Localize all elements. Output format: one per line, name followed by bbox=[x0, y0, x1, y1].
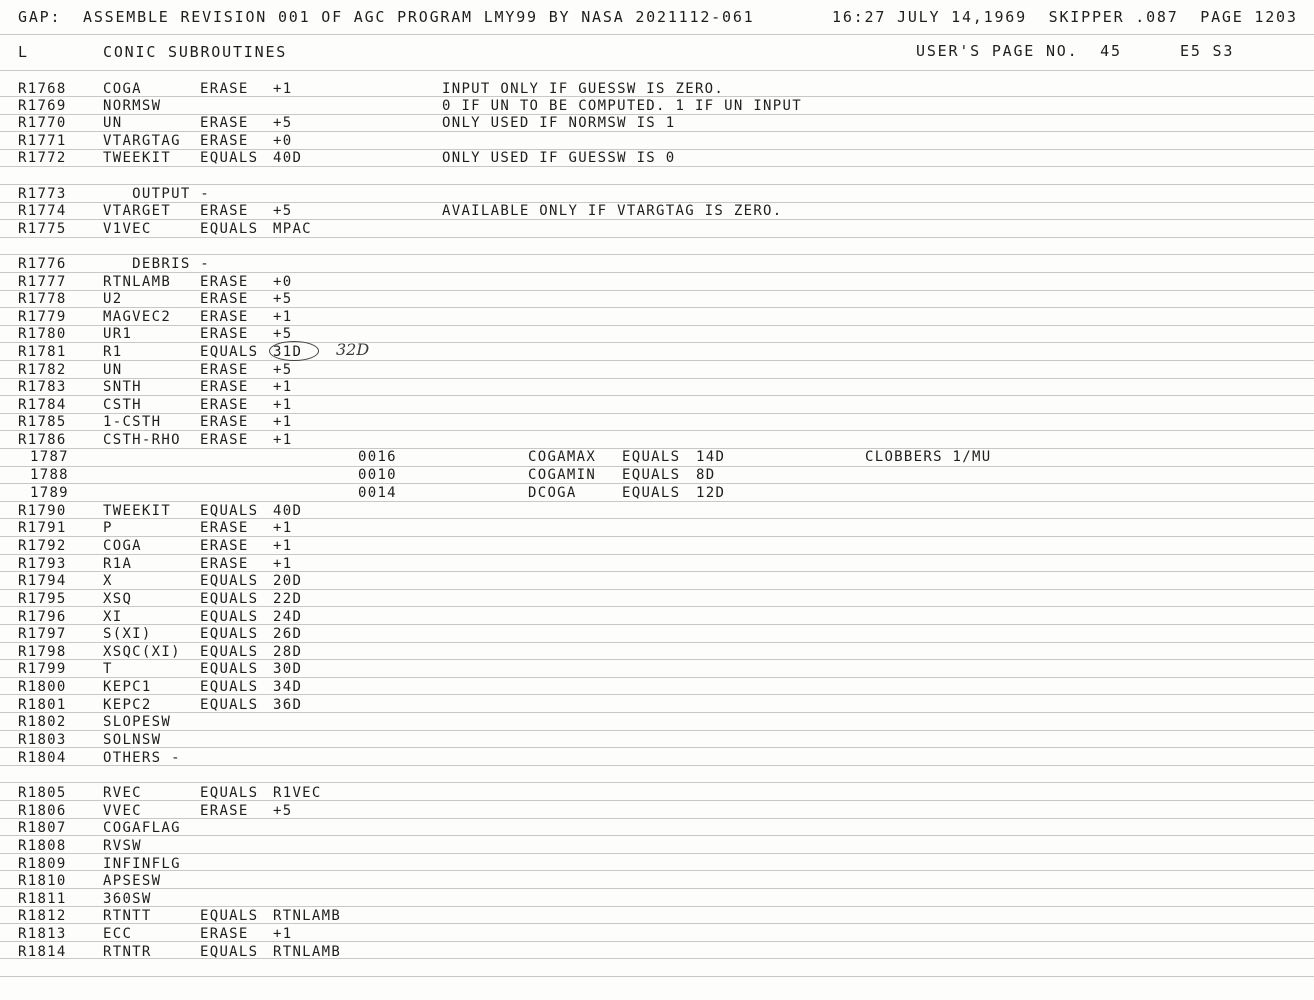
line-operand: 26D bbox=[273, 626, 303, 642]
line-number: R1781 bbox=[18, 344, 67, 360]
line-label: COGA bbox=[103, 81, 142, 97]
line-operand: R1VEC bbox=[273, 785, 322, 801]
line-number: R1783 bbox=[18, 379, 67, 395]
ruled-line bbox=[0, 237, 1314, 238]
line-number: R1798 bbox=[18, 644, 67, 660]
line-number: R1770 bbox=[18, 115, 67, 131]
line-number: R1805 bbox=[18, 785, 67, 801]
line-opcode: EQUALS bbox=[200, 944, 259, 960]
line-number: R1786 bbox=[18, 432, 67, 448]
line-label: UN bbox=[103, 115, 123, 131]
line-opcode: ERASE bbox=[200, 432, 249, 448]
ruled-line bbox=[0, 325, 1314, 326]
line-operand: +0 bbox=[273, 133, 293, 149]
section-codes: E5 S3 bbox=[1180, 42, 1235, 60]
line-number: 1788 bbox=[30, 467, 69, 483]
ruled-line bbox=[0, 800, 1314, 801]
line-operand: +1 bbox=[273, 432, 293, 448]
ruled-line bbox=[0, 34, 1314, 35]
line-opcode: ERASE bbox=[200, 362, 249, 378]
line-symbol: COGAMIN bbox=[528, 467, 597, 483]
line-number: R1812 bbox=[18, 908, 67, 924]
ruled-line bbox=[0, 694, 1314, 695]
line-opcode: EQUALS bbox=[200, 150, 259, 166]
line-operand: MPAC bbox=[273, 221, 312, 237]
ruled-line bbox=[0, 254, 1314, 255]
line-label: INFINFLG bbox=[103, 856, 181, 872]
line-comment: ONLY USED IF NORMSW IS 1 bbox=[442, 115, 676, 131]
line-operand: +1 bbox=[273, 397, 293, 413]
section-title: CONIC SUBROUTINES bbox=[103, 43, 288, 61]
line-number: R1771 bbox=[18, 133, 67, 149]
line-label: APSESW bbox=[103, 873, 162, 889]
line-operand: +0 bbox=[273, 274, 293, 290]
line-number: R1811 bbox=[18, 891, 67, 907]
ruled-line bbox=[0, 483, 1314, 484]
line-number: R1791 bbox=[18, 520, 67, 536]
line-opcode: EQUALS bbox=[200, 679, 259, 695]
handwritten-correction: 32D bbox=[336, 340, 370, 359]
line-label: XI bbox=[103, 609, 123, 625]
ruled-line bbox=[0, 906, 1314, 907]
line-address: 0014 bbox=[358, 485, 397, 501]
line-number: R1792 bbox=[18, 538, 67, 554]
ruled-line bbox=[0, 923, 1314, 924]
line-label: SLOPESW bbox=[103, 714, 172, 730]
line-operand: +5 bbox=[273, 203, 293, 219]
line-number: R1796 bbox=[18, 609, 67, 625]
line-opcode: ERASE bbox=[200, 414, 249, 430]
line-operand: +1 bbox=[273, 379, 293, 395]
line-opcode: ERASE bbox=[200, 203, 249, 219]
line-comment: 0 IF UN TO BE COMPUTED. 1 IF UN INPUT bbox=[442, 98, 802, 114]
line-symbol-opcode: EQUALS bbox=[622, 485, 681, 501]
line-label: MAGVEC2 bbox=[103, 309, 172, 325]
line-symbol-value: 14D bbox=[696, 449, 726, 465]
line-label: ECC bbox=[103, 926, 133, 942]
line-operand: 24D bbox=[273, 609, 303, 625]
line-label: P bbox=[103, 520, 113, 536]
line-operand: +5 bbox=[273, 115, 293, 131]
ruled-line bbox=[0, 606, 1314, 607]
line-number: R1799 bbox=[18, 661, 67, 677]
line-operand: +1 bbox=[273, 81, 293, 97]
line-opcode: ERASE bbox=[200, 309, 249, 325]
ruled-line bbox=[0, 360, 1314, 361]
line-opcode: ERASE bbox=[200, 556, 249, 572]
ruled-line bbox=[0, 958, 1314, 959]
line-label: R1 bbox=[103, 344, 123, 360]
line-comment: INPUT ONLY IF GUESSW IS ZERO. bbox=[442, 81, 725, 97]
line-opcode: EQUALS bbox=[200, 626, 259, 642]
line-address: 0010 bbox=[358, 467, 397, 483]
line-operand: 22D bbox=[273, 591, 303, 607]
line-number: R1777 bbox=[18, 274, 67, 290]
line-number: R1802 bbox=[18, 714, 67, 730]
ruled-line bbox=[0, 307, 1314, 308]
line-number: R1778 bbox=[18, 291, 67, 307]
ruled-line bbox=[0, 941, 1314, 942]
line-opcode: EQUALS bbox=[200, 661, 259, 677]
line-label: VTARGET bbox=[103, 203, 172, 219]
line-number: R1795 bbox=[18, 591, 67, 607]
line-opcode: EQUALS bbox=[200, 609, 259, 625]
line-operand: 40D bbox=[273, 503, 303, 519]
ruled-line bbox=[0, 166, 1314, 167]
line-number: R1806 bbox=[18, 803, 67, 819]
line-operand: RTNLAMB bbox=[273, 944, 342, 960]
line-opcode: ERASE bbox=[200, 520, 249, 536]
line-label: V1VEC bbox=[103, 221, 152, 237]
line-comment: ONLY USED IF GUESSW IS 0 bbox=[442, 150, 676, 166]
line-opcode: ERASE bbox=[200, 326, 249, 342]
line-number: 1787 bbox=[30, 449, 69, 465]
line-opcode: ERASE bbox=[200, 803, 249, 819]
line-operand: +1 bbox=[273, 556, 293, 572]
line-number: R1775 bbox=[18, 221, 67, 237]
line-number: R1807 bbox=[18, 820, 67, 836]
ruled-line bbox=[0, 272, 1314, 273]
line-number: R1773 bbox=[18, 186, 67, 202]
line-number: R1809 bbox=[18, 856, 67, 872]
ruled-line bbox=[0, 659, 1314, 660]
ruled-line bbox=[0, 642, 1314, 643]
line-opcode: ERASE bbox=[200, 274, 249, 290]
line-label: XSQC(XI) bbox=[103, 644, 181, 660]
line-number: R1785 bbox=[18, 414, 67, 430]
line-symbol: COGAMAX bbox=[528, 449, 597, 465]
ruled-line bbox=[0, 378, 1314, 379]
line-operand: +5 bbox=[273, 362, 293, 378]
ruled-line bbox=[0, 782, 1314, 783]
ruled-line bbox=[0, 536, 1314, 537]
line-opcode: EQUALS bbox=[200, 697, 259, 713]
line-label: CSTH bbox=[103, 397, 142, 413]
line-note: CLOBBERS 1/MU bbox=[865, 449, 992, 465]
line-operand: 20D bbox=[273, 573, 303, 589]
ruled-line bbox=[0, 219, 1314, 220]
line-opcode: EQUALS bbox=[200, 644, 259, 660]
ruled-line bbox=[0, 818, 1314, 819]
line-label: DEBRIS - bbox=[103, 256, 211, 272]
pen-circle-mark bbox=[269, 341, 319, 361]
line-number: R1804 bbox=[18, 750, 67, 766]
line-symbol-opcode: EQUALS bbox=[622, 449, 681, 465]
line-opcode: EQUALS bbox=[200, 503, 259, 519]
ruled-line bbox=[0, 342, 1314, 343]
line-number: R1810 bbox=[18, 873, 67, 889]
line-label: KEPC2 bbox=[103, 697, 152, 713]
line-label: T bbox=[103, 661, 113, 677]
line-label: SOLNSW bbox=[103, 732, 162, 748]
line-label: 360SW bbox=[103, 891, 152, 907]
line-opcode: ERASE bbox=[200, 115, 249, 131]
line-label: UR1 bbox=[103, 326, 133, 342]
line-opcode: EQUALS bbox=[200, 908, 259, 924]
line-opcode: ERASE bbox=[200, 81, 249, 97]
ruled-line bbox=[0, 730, 1314, 731]
header-timestamp: 16:27 JULY 14,1969 SKIPPER .087 PAGE 1203 bbox=[832, 8, 1298, 26]
line-label: COGA bbox=[103, 538, 142, 554]
ruled-line bbox=[0, 765, 1314, 766]
line-operand: +1 bbox=[273, 926, 293, 942]
line-opcode: EQUALS bbox=[200, 344, 259, 360]
line-label: RVEC bbox=[103, 785, 142, 801]
ruled-line bbox=[0, 589, 1314, 590]
line-operand: 31D bbox=[273, 344, 303, 360]
line-label: OTHERS - bbox=[103, 750, 181, 766]
line-opcode: EQUALS bbox=[200, 785, 259, 801]
line-label: XSQ bbox=[103, 591, 133, 607]
ruled-line bbox=[0, 131, 1314, 132]
line-operand: +1 bbox=[273, 414, 293, 430]
line-address: 0016 bbox=[358, 449, 397, 465]
line-number: R1813 bbox=[18, 926, 67, 942]
line-number: R1800 bbox=[18, 679, 67, 695]
line-comment: AVAILABLE ONLY IF VTARGTAG IS ZERO. bbox=[442, 203, 783, 219]
line-number: R1808 bbox=[18, 838, 67, 854]
line-number: R1797 bbox=[18, 626, 67, 642]
ruled-line bbox=[0, 835, 1314, 836]
ruled-line bbox=[0, 395, 1314, 396]
line-label: RTNTR bbox=[103, 944, 152, 960]
listing-type: L bbox=[18, 43, 29, 61]
line-opcode: ERASE bbox=[200, 291, 249, 307]
line-operand: +5 bbox=[273, 326, 293, 342]
line-operand: +1 bbox=[273, 309, 293, 325]
line-label: U2 bbox=[103, 291, 123, 307]
line-label: VTARGTAG bbox=[103, 133, 181, 149]
line-symbol-opcode: EQUALS bbox=[622, 467, 681, 483]
ruled-line bbox=[0, 413, 1314, 414]
line-number: R1784 bbox=[18, 397, 67, 413]
line-label: RTNLAMB bbox=[103, 274, 172, 290]
line-operand: 36D bbox=[273, 697, 303, 713]
line-label: 1-CSTH bbox=[103, 414, 162, 430]
line-operand: +1 bbox=[273, 520, 293, 536]
line-operand: RTNLAMB bbox=[273, 908, 342, 924]
ruled-line bbox=[0, 290, 1314, 291]
line-number: R1776 bbox=[18, 256, 67, 272]
line-opcode: EQUALS bbox=[200, 221, 259, 237]
ruled-line bbox=[0, 70, 1314, 71]
line-number: R1793 bbox=[18, 556, 67, 572]
line-operand: 34D bbox=[273, 679, 303, 695]
ruled-line bbox=[0, 624, 1314, 625]
line-operand: +5 bbox=[273, 291, 293, 307]
line-number: R1801 bbox=[18, 697, 67, 713]
line-number: R1768 bbox=[18, 81, 67, 97]
ruled-line bbox=[0, 501, 1314, 502]
ruled-line bbox=[0, 184, 1314, 185]
line-opcode: ERASE bbox=[200, 926, 249, 942]
line-label: KEPC1 bbox=[103, 679, 152, 695]
line-label: NORMSW bbox=[103, 98, 162, 114]
line-number: R1794 bbox=[18, 573, 67, 589]
line-label: S(XI) bbox=[103, 626, 152, 642]
line-label: UN bbox=[103, 362, 123, 378]
line-opcode: ERASE bbox=[200, 133, 249, 149]
line-operand: +1 bbox=[273, 538, 293, 554]
line-label: TWEEKIT bbox=[103, 150, 172, 166]
line-operand: 30D bbox=[273, 661, 303, 677]
line-opcode: EQUALS bbox=[200, 591, 259, 607]
header-title: GAP: ASSEMBLE REVISION 001 OF AGC PROGRAM LMY99 BY NASA 2021112-061 bbox=[18, 8, 755, 26]
line-number: R1774 bbox=[18, 203, 67, 219]
ruled-line bbox=[0, 712, 1314, 713]
ruled-line bbox=[0, 976, 1314, 977]
line-number: R1803 bbox=[18, 732, 67, 748]
line-operand: 28D bbox=[273, 644, 303, 660]
line-label: VVEC bbox=[103, 803, 142, 819]
ruled-line bbox=[0, 430, 1314, 431]
ruled-line bbox=[0, 571, 1314, 572]
line-operand: 40D bbox=[273, 150, 303, 166]
line-label: COGAFLAG bbox=[103, 820, 181, 836]
line-opcode: ERASE bbox=[200, 397, 249, 413]
line-operand: +5 bbox=[273, 803, 293, 819]
line-label: CSTH-RHO bbox=[103, 432, 181, 448]
line-number: 1789 bbox=[30, 485, 69, 501]
line-label: OUTPUT - bbox=[103, 186, 211, 202]
line-number: R1790 bbox=[18, 503, 67, 519]
line-number: R1769 bbox=[18, 98, 67, 114]
line-opcode: ERASE bbox=[200, 538, 249, 554]
line-label: SNTH bbox=[103, 379, 142, 395]
line-number: R1780 bbox=[18, 326, 67, 342]
ruled-line bbox=[0, 888, 1314, 889]
users-page-number: USER'S PAGE NO. 45 bbox=[916, 42, 1122, 60]
line-label: RTNTT bbox=[103, 908, 152, 924]
ruled-line bbox=[0, 554, 1314, 555]
line-number: R1814 bbox=[18, 944, 67, 960]
line-symbol: DCOGA bbox=[528, 485, 577, 501]
line-opcode: EQUALS bbox=[200, 573, 259, 589]
line-label: RVSW bbox=[103, 838, 142, 854]
ruled-line bbox=[0, 853, 1314, 854]
line-symbol-value: 8D bbox=[696, 467, 716, 483]
line-symbol-value: 12D bbox=[696, 485, 726, 501]
line-label: X bbox=[103, 573, 113, 589]
line-label: R1A bbox=[103, 556, 133, 572]
ruled-line bbox=[0, 518, 1314, 519]
ruled-line bbox=[0, 677, 1314, 678]
line-number: R1772 bbox=[18, 150, 67, 166]
line-number: R1782 bbox=[18, 362, 67, 378]
line-number: R1779 bbox=[18, 309, 67, 325]
ruled-line bbox=[0, 747, 1314, 748]
line-opcode: ERASE bbox=[200, 379, 249, 395]
ruled-line bbox=[0, 870, 1314, 871]
line-label: TWEEKIT bbox=[103, 503, 172, 519]
